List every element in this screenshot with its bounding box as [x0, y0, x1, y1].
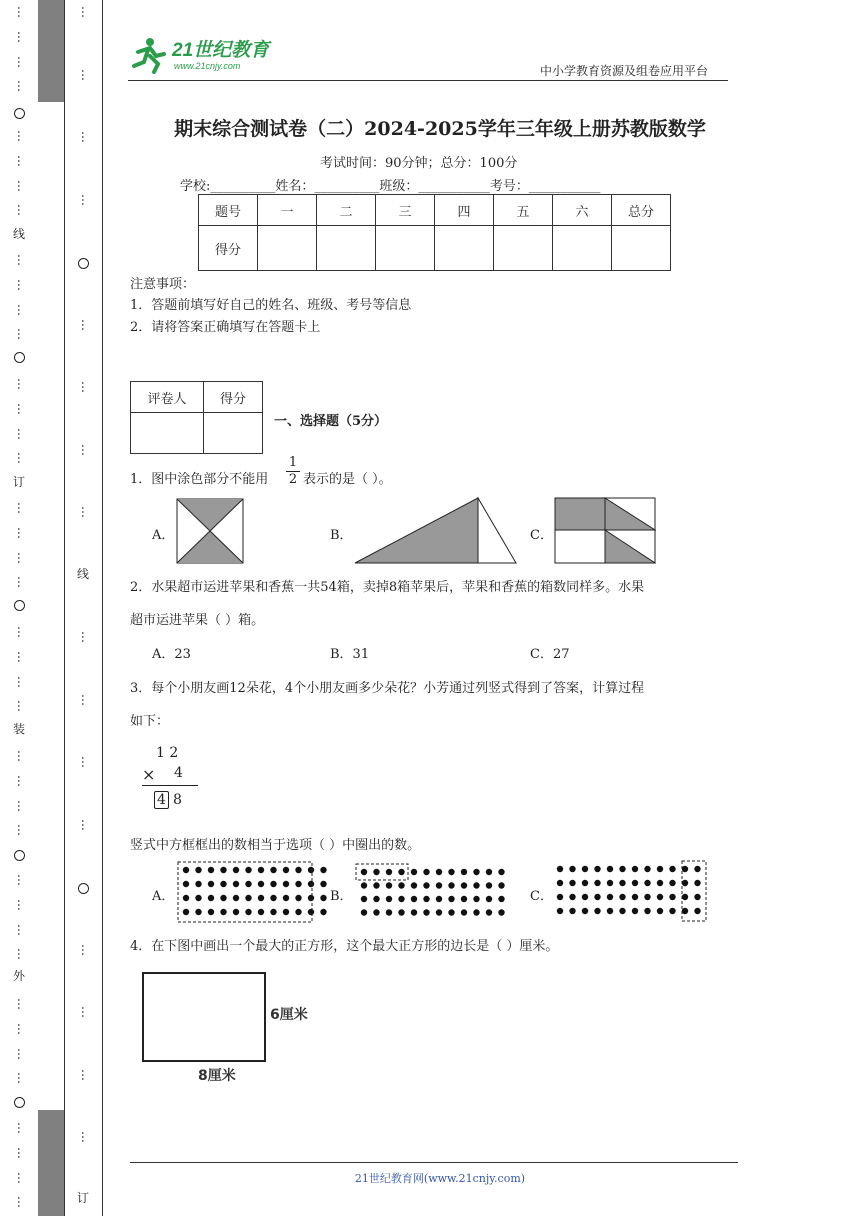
margin-dots: ⋯ — [12, 502, 26, 514]
dot — [582, 894, 588, 900]
dot — [486, 869, 492, 875]
score-table — [198, 194, 671, 271]
dot — [632, 866, 638, 872]
margin-dots: ⋯ — [12, 452, 26, 465]
times-sign: × — [142, 765, 156, 784]
q1-option-b[interactable]: B． — [330, 528, 353, 543]
footer-rule — [130, 1162, 738, 1163]
dot — [220, 895, 226, 901]
dot — [258, 881, 264, 887]
margin-dots: ⋯ — [12, 898, 26, 911]
dot — [233, 895, 239, 901]
margin-char-wai: 外 — [12, 969, 25, 983]
margin-dots: ⋯ — [12, 179, 26, 192]
dot — [308, 909, 314, 915]
margin-dots: ⋯ — [12, 427, 26, 440]
dot — [632, 908, 638, 914]
dot — [361, 896, 367, 902]
student-fields: 学校:__________姓名：__________班级：___________考号：___________ — [180, 179, 601, 194]
margin-dots: ⋯ — [12, 204, 26, 217]
dot — [270, 909, 276, 915]
q2-option-c[interactable]: C．27 — [530, 647, 570, 662]
dot — [183, 881, 189, 887]
dot — [486, 896, 492, 902]
dot — [694, 908, 700, 914]
calc-boxed-digit: 4 — [154, 791, 169, 809]
margin-dots: ⋯ — [12, 154, 26, 167]
margin-dots: ⋯ — [12, 774, 26, 787]
grader-cell[interactable] — [131, 413, 204, 454]
score-header-cell: 总分 — [612, 195, 671, 226]
margin-dots: ⋯ — [12, 1146, 26, 1159]
q3-line2: 如下： — [130, 714, 170, 729]
dot — [569, 866, 575, 872]
site-logo — [128, 34, 288, 74]
punch-circle — [14, 600, 25, 611]
dot — [386, 909, 392, 915]
dot — [183, 909, 189, 915]
dot — [270, 881, 276, 887]
dot — [220, 909, 226, 915]
exam-title: 期末综合测试卷（二）2024-2025学年三年级上册苏教版数学 — [174, 118, 706, 140]
q1-figure-b — [354, 497, 518, 565]
dot — [557, 866, 563, 872]
punch-circle — [78, 258, 89, 269]
dot — [361, 909, 367, 915]
margin-dots: ⋯ — [76, 193, 90, 206]
binding-margin-inner — [38, 0, 65, 1216]
q1-option-a[interactable]: A． — [152, 528, 175, 543]
q3-option-a[interactable]: A． — [152, 889, 175, 904]
dot — [473, 869, 479, 875]
dot — [233, 881, 239, 887]
score-cell[interactable] — [494, 226, 553, 271]
dot — [486, 909, 492, 915]
q1-text-pre: 1．图中涂色部分不能用 — [130, 472, 269, 487]
dot — [436, 882, 442, 888]
punch-circle — [14, 850, 25, 861]
q1-figure-c — [554, 497, 656, 565]
dot — [657, 880, 663, 886]
punch-circle — [78, 883, 89, 894]
margin-dots: ⋯ — [76, 943, 90, 956]
dot — [386, 882, 392, 888]
dot — [283, 867, 289, 873]
dot — [295, 909, 301, 915]
margin-dots: ⋯ — [76, 318, 90, 331]
grader-table — [130, 381, 263, 454]
dot — [657, 894, 663, 900]
score-header-cell: 三 — [376, 195, 435, 226]
score-cell[interactable] — [435, 226, 494, 271]
margin-dots: ⋯ — [76, 756, 90, 768]
dot — [308, 867, 314, 873]
dot — [682, 866, 688, 872]
notice-item: 1．答题前填写好自己的姓名、班级、考号等信息 — [130, 298, 412, 313]
score-header-cell: 六 — [553, 195, 612, 226]
margin-dots: ⋯ — [12, 6, 26, 18]
margin-dots: ⋯ — [12, 378, 26, 390]
margin-char-ding: 订 — [12, 475, 25, 489]
dot — [569, 880, 575, 886]
dot — [632, 880, 638, 886]
dot — [436, 909, 442, 915]
margin-dots: ⋯ — [12, 874, 26, 886]
dot — [411, 882, 417, 888]
dot — [283, 895, 289, 901]
dot — [694, 866, 700, 872]
margin-dots: ⋯ — [12, 998, 26, 1010]
dot — [361, 882, 367, 888]
dot — [220, 867, 226, 873]
margin-dots: ⋯ — [12, 303, 26, 316]
dot — [411, 896, 417, 902]
dot — [461, 896, 467, 902]
margin-dots: ⋯ — [12, 278, 26, 291]
q4-rectangle[interactable] — [142, 972, 266, 1062]
dot — [398, 896, 404, 902]
dot — [594, 866, 600, 872]
dot — [411, 909, 417, 915]
dot — [423, 896, 429, 902]
dot — [195, 909, 201, 915]
dot — [320, 895, 326, 901]
grader-label: 评卷人 — [131, 382, 204, 413]
dot — [644, 908, 650, 914]
fraction-numerator: 1 — [288, 455, 298, 470]
dot — [373, 896, 379, 902]
q3-dots-a — [176, 860, 336, 924]
margin-dots: ⋯ — [12, 1072, 26, 1085]
dot — [619, 908, 625, 914]
margin-shade-top — [38, 0, 64, 102]
q2-line2: 超市运进苹果（ ）箱。 — [130, 613, 265, 628]
dot — [245, 867, 251, 873]
dot — [669, 908, 675, 914]
dot — [208, 881, 214, 887]
calc-last-digit: 8 — [173, 792, 182, 808]
dot — [557, 908, 563, 914]
q3-line1: 3．每个小朋友画12朵花，4个小朋友画多少朵花？小芳通过列竖式得到了答案，计算过程 — [130, 681, 645, 696]
margin-dots: ⋯ — [12, 576, 26, 589]
vertical-calculation — [140, 745, 200, 815]
score-header-cell: 二 — [317, 195, 376, 226]
dot — [423, 909, 429, 915]
dot — [569, 894, 575, 900]
margin-dots: ⋯ — [76, 6, 90, 18]
dot — [183, 895, 189, 901]
margin-dots: ⋯ — [76, 506, 90, 518]
dot — [258, 895, 264, 901]
margin-dots: ⋯ — [12, 700, 26, 713]
dot — [594, 908, 600, 914]
margin-shade-bottom — [38, 1110, 64, 1216]
dot — [423, 869, 429, 875]
dot — [258, 867, 264, 873]
dot — [594, 880, 600, 886]
margin-dots: ⋯ — [76, 1068, 90, 1081]
margin-dots: ⋯ — [12, 626, 26, 638]
dot — [657, 908, 663, 914]
dot — [270, 867, 276, 873]
dot — [498, 882, 504, 888]
dot — [582, 880, 588, 886]
svg-text:www.21cnjy.com: www.21cnjy.com — [174, 61, 241, 71]
dot — [582, 908, 588, 914]
dot — [461, 869, 467, 875]
score-header-cell: 一 — [258, 195, 317, 226]
dot — [644, 880, 650, 886]
dot — [486, 882, 492, 888]
margin-dots: ⋯ — [12, 30, 26, 43]
q1-option-c[interactable]: C． — [530, 528, 553, 543]
dot — [498, 909, 504, 915]
calc-multiplicand: 1 2 — [156, 745, 179, 761]
margin-dots: ⋯ — [12, 328, 26, 341]
notice-heading: 注意事项： — [130, 277, 196, 292]
dot — [373, 909, 379, 915]
dot — [657, 866, 663, 872]
dot — [682, 880, 688, 886]
margin-dots: ⋯ — [76, 1006, 90, 1018]
q1-fraction — [286, 455, 300, 488]
score-header-cell: 题号 — [199, 195, 258, 226]
dot — [398, 882, 404, 888]
dot — [398, 909, 404, 915]
dot — [607, 908, 613, 914]
calc-multiplier: 4 — [174, 765, 183, 781]
svg-text:21世纪教育: 21世纪教育 — [172, 40, 270, 61]
margin-dots: ⋯ — [12, 650, 26, 663]
margin-dots: ⋯ — [76, 443, 90, 456]
dot — [320, 881, 326, 887]
punch-circle — [14, 352, 25, 363]
score-cell[interactable] — [612, 226, 671, 271]
dot — [669, 880, 675, 886]
margin-dots: ⋯ — [12, 1022, 26, 1035]
q3-dots-b — [354, 862, 514, 922]
dot — [320, 867, 326, 873]
dot — [448, 882, 454, 888]
calc-rule — [142, 785, 198, 786]
dot — [386, 896, 392, 902]
dot — [436, 896, 442, 902]
score-cell[interactable] — [317, 226, 376, 271]
score-header-cell: 四 — [435, 195, 494, 226]
footer-text: 21世纪教育网(www.21cnjy.com) — [354, 1172, 526, 1185]
margin-dots: ⋯ — [12, 824, 26, 837]
dot — [682, 908, 688, 914]
q3-dots-c — [552, 860, 712, 922]
dot — [557, 894, 563, 900]
dot — [619, 894, 625, 900]
q4-line1: 4．在下图中画出一个最大的正方形，这个最大正方形的边长是（ ）厘米。 — [130, 939, 559, 954]
dot — [195, 895, 201, 901]
dot — [361, 869, 367, 875]
dot — [295, 895, 301, 901]
dot — [245, 881, 251, 887]
q1-text-post: 表示的是（ ）。 — [303, 472, 392, 487]
dot — [644, 894, 650, 900]
q3-option-c[interactable]: C． — [530, 889, 553, 904]
margin-dots: ⋯ — [12, 1196, 26, 1209]
margin-dots: ⋯ — [12, 551, 26, 564]
dot — [295, 867, 301, 873]
dot — [473, 896, 479, 902]
dot — [632, 894, 638, 900]
score-cell[interactable] — [258, 226, 317, 271]
margin-dots: ⋯ — [76, 131, 90, 143]
margin-char-zhuang: 装 — [12, 722, 25, 736]
dot — [607, 880, 613, 886]
margin-dots: ⋯ — [76, 381, 90, 393]
dot — [461, 909, 467, 915]
fraction-denominator: 2 — [286, 471, 300, 488]
dot — [386, 869, 392, 875]
dot — [607, 866, 613, 872]
q3-option-b[interactable]: B． — [330, 889, 353, 904]
margin-dots: ⋯ — [12, 799, 26, 812]
margin-dots: ⋯ — [76, 818, 90, 831]
dot — [436, 869, 442, 875]
dot — [694, 894, 700, 900]
margin-dots: ⋯ — [76, 693, 90, 706]
margin-dots: ⋯ — [12, 1122, 26, 1134]
score-header-cell: 五 — [494, 195, 553, 226]
dot — [498, 896, 504, 902]
margin-dots: ⋯ — [12, 130, 26, 142]
q4-side-label: 6厘米 — [270, 1007, 308, 1023]
dot — [448, 869, 454, 875]
dot — [473, 882, 479, 888]
dot — [320, 909, 326, 915]
binding-rule — [102, 0, 103, 1216]
score-cell[interactable] — [553, 226, 612, 271]
dot — [195, 881, 201, 887]
dot — [461, 882, 467, 888]
dot — [270, 895, 276, 901]
margin-dots: ⋯ — [12, 55, 26, 68]
margin-dots: ⋯ — [12, 923, 26, 936]
dot — [669, 894, 675, 900]
punch-circle — [14, 1097, 25, 1108]
dot — [557, 880, 563, 886]
margin-dots: ⋯ — [12, 80, 26, 93]
q2-line1: 2．水果超市运进苹果和香蕉一共54箱，卖掉8箱苹果后，苹果和香蕉的箱数同样多。水果 — [130, 580, 645, 595]
grader-score-label: 得分 — [204, 382, 263, 413]
dot — [423, 882, 429, 888]
score-cell[interactable] — [376, 226, 435, 271]
margin-dots: ⋯ — [76, 631, 90, 643]
dot — [682, 894, 688, 900]
margin-char-xian: 线 — [12, 227, 25, 241]
margin-dots: ⋯ — [12, 675, 26, 688]
margin-dots: ⋯ — [12, 1171, 26, 1184]
dot — [208, 895, 214, 901]
dot — [498, 869, 504, 875]
q1-figure-a — [176, 498, 244, 564]
q4-bottom-label: 8厘米 — [198, 1068, 236, 1084]
dot — [233, 867, 239, 873]
dot — [283, 881, 289, 887]
score-row-label: 得分 — [199, 226, 258, 271]
dot — [208, 909, 214, 915]
notice-item: 2．请将答案正确填写在答题卡上 — [130, 320, 321, 335]
dot — [619, 880, 625, 886]
dot — [644, 866, 650, 872]
dot — [448, 896, 454, 902]
dot — [594, 894, 600, 900]
margin-char-xian-inner: 线 — [76, 567, 89, 581]
dot — [448, 909, 454, 915]
margin-dots: ⋯ — [76, 68, 90, 81]
dot — [607, 894, 613, 900]
margin-dots: ⋯ — [12, 948, 26, 961]
dot — [669, 866, 675, 872]
platform-label: 中小学教育资源及组卷应用平台 — [540, 64, 709, 78]
dot — [411, 869, 417, 875]
section-heading: 一、选择题（5分） — [274, 414, 388, 429]
dot — [398, 869, 404, 875]
margin-dots: ⋯ — [12, 402, 26, 415]
dot — [245, 909, 251, 915]
header-rule — [128, 80, 728, 81]
grader-cell[interactable] — [204, 413, 263, 454]
q2-option-a[interactable]: A．23 — [152, 647, 191, 662]
dot — [569, 908, 575, 914]
dot — [295, 881, 301, 887]
dot — [473, 909, 479, 915]
dot — [195, 867, 201, 873]
margin-dots: ⋯ — [12, 750, 26, 762]
dot — [694, 880, 700, 886]
dot — [283, 909, 289, 915]
dot — [233, 909, 239, 915]
dot — [373, 869, 379, 875]
margin-dots: ⋯ — [76, 1131, 90, 1143]
q3-line3: 竖式中方框框出的数相当于选项（ ）中圈出的数。 — [130, 838, 421, 853]
dot — [308, 881, 314, 887]
margin-dots: ⋯ — [12, 526, 26, 539]
dot — [183, 867, 189, 873]
dot — [308, 895, 314, 901]
dot — [258, 909, 264, 915]
dot — [245, 895, 251, 901]
exam-info: 考试时间：90分钟；总分：100分 — [320, 156, 518, 171]
dot — [373, 882, 379, 888]
margin-char-ding-inner: 订 — [76, 1191, 89, 1205]
margin-dots: ⋯ — [12, 1047, 26, 1060]
dot — [619, 866, 625, 872]
dot — [582, 866, 588, 872]
dot — [220, 881, 226, 887]
q2-option-b[interactable]: B．31 — [330, 647, 370, 662]
margin-dots: ⋯ — [12, 254, 26, 266]
dot — [208, 867, 214, 873]
